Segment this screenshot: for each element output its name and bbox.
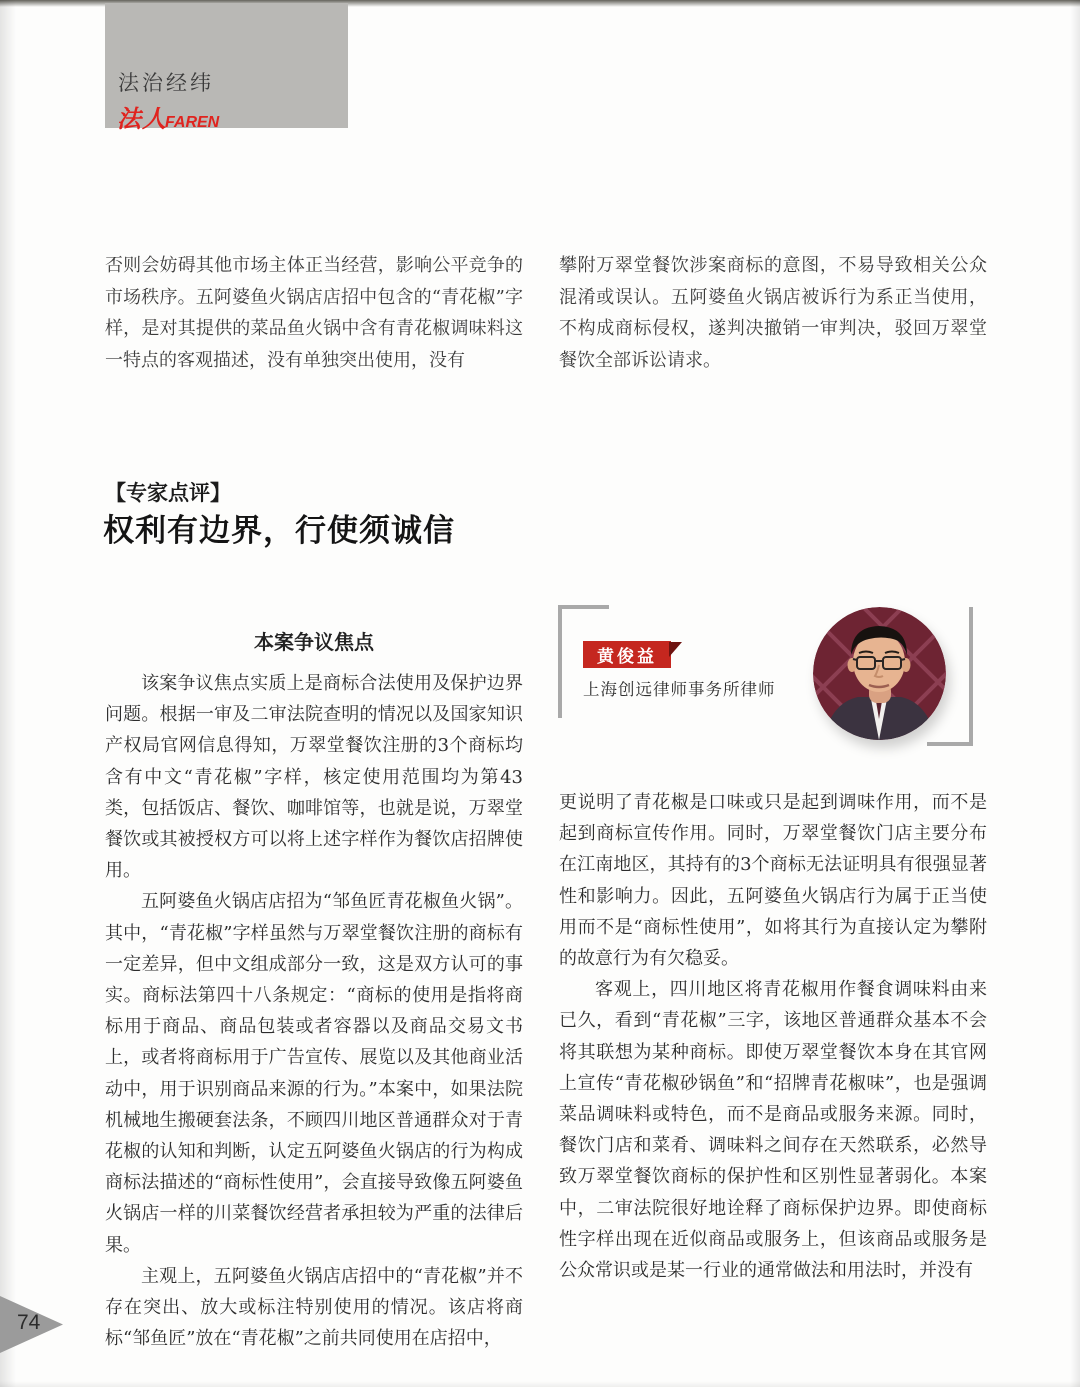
author-portrait-photo — [813, 607, 946, 740]
article-title: 权利有边界，行使须诚信 — [103, 513, 455, 548]
bracket-top-left-vertical — [558, 605, 562, 718]
intro-paragraph-left: 否则会妨碍其他市场主体正当经营，影响公平竞争的市场秩序。五阿婆鱼火锅店店招中包含的“青花椒”字样，是对其提供的菜品鱼火锅中含有青花椒调味料这一特点的客观描述，没有单独突出使用，没有 — [105, 255, 523, 371]
bracket-bottom-right-vertical — [969, 607, 973, 746]
right-paragraph-1: 更说明了青花椒是口味或只是起到调味作用，而不是起到商标宣传作用。同时，万翠堂餐饮门店主要分布在江南地区，其持有的3个商标无法证明具有很强显著性和影响力。因此，五阿婆鱼火锅店行为属于正当使用而不是“商标性使用”，如将其行为直接认定为攀附的故意行为有欠稳妥。 — [559, 792, 987, 970]
faren-logo-en: FAREN — [165, 114, 220, 131]
scan-edge-bottom — [0, 1381, 1080, 1387]
scan-edge-left — [0, 0, 16, 1387]
page-number: 74 — [17, 1311, 41, 1334]
intro-paragraph-right: 攀附万翠堂餐饮涉案商标的意图，不易导致相关公众混淆或误认。五阿婆鱼火锅店被诉行为系正当使用，不构成商标侵权，遂判决撤销一审判决，驳回万翠堂餐饮全部诉讼请求。 — [559, 255, 987, 371]
author-name-badge — [583, 641, 671, 668]
focus-section-heading: 本案争议焦点 — [254, 630, 374, 654]
badge-fold-ribbon — [669, 642, 682, 657]
left-column-body — [105, 668, 523, 1354]
masthead-banner — [105, 3, 348, 133]
right-column-body — [559, 787, 987, 1286]
author-name: 黄俊益 — [597, 647, 657, 666]
portrait-illustration — [813, 607, 946, 740]
bracket-top-left-horizontal — [558, 605, 609, 609]
focus-paragraph-1: 该案争议焦点实质上是商标合法使用及保护边界问题。根据一审及二审法院查明的情况以及国家知识产权局官网信息得知，万翠堂餐饮注册的3个商标均含有中文“青花椒”字样，核定使用范围均为第43类，包括饭店、餐饮、咖啡馆等，也就是说，万翠堂餐饮或其被授权方可以将上述字样作为餐饮店招牌使用。 — [105, 673, 523, 882]
focus-paragraph-3: 主观上，五阿婆鱼火锅店店招中的“青花椒”并不存在突出、放大或标注特别使用的情况。该店将商标“邹鱼匠”放在“青花椒”之前共同使用在店招中， — [105, 1265, 523, 1350]
expert-comment-kicker: 【专家点评】 — [105, 482, 231, 505]
author-affiliation: 上海创远律师事务所律师 — [583, 681, 776, 699]
bracket-bottom-right-horizontal — [927, 742, 973, 746]
faren-logo-cn: 法人 — [117, 106, 167, 133]
right-paragraph-2: 客观上，四川地区将青花椒用作餐食调味料由来已久，看到“青花椒”三字，该地区普通群众基本不会将其联想为某种商标。即使万翠堂餐饮本身在其官网上宣传“青花椒砂锅鱼”和“招牌青花椒味”，也是强调菜品调味料或特色，而不是商品或服务来源。同时，餐饮门店和菜肴、调味料之间存在天然联系，必然导致万翠堂餐饮商标的保护性和区别性显著弱化。本案中，二审法院很好地诠释了商标保护边界。即使商标性字样出现在近似商品或服务上，但该商品或服务是公众常识或是某一行业的通常做法和用法时，并没有 — [559, 979, 987, 1282]
faren-logo — [117, 99, 219, 134]
section-title: 法治经纬 — [118, 72, 214, 95]
scan-edge-right — [1070, 0, 1080, 1387]
focus-paragraph-2: 五阿婆鱼火锅店店招为“邹鱼匠青花椒鱼火锅”。其中，“青花椒”字样虽然与万翠堂餐饮注册的商标有一定差异，但中文组成部分一致，这是双方认可的事实。商标法第四十八条规定：“商标的使用是指将商标用于商品、商品包装或者容器以及商品交易文书上，或者将商标用于广告宣传、展览以及其他商业活动中，用于识别商品来源的行为。”本案中，如果法院机械地生搬硬套法条，不顾四川地区普通群众对于青花椒的认知和判断，认定五阿婆鱼火锅店的行为构成商标法描述的“商标性使用”，会直接导致像五阿婆鱼火锅店一样的川菜餐饮经营者承担较为严重的法律后果。 — [105, 891, 523, 1256]
